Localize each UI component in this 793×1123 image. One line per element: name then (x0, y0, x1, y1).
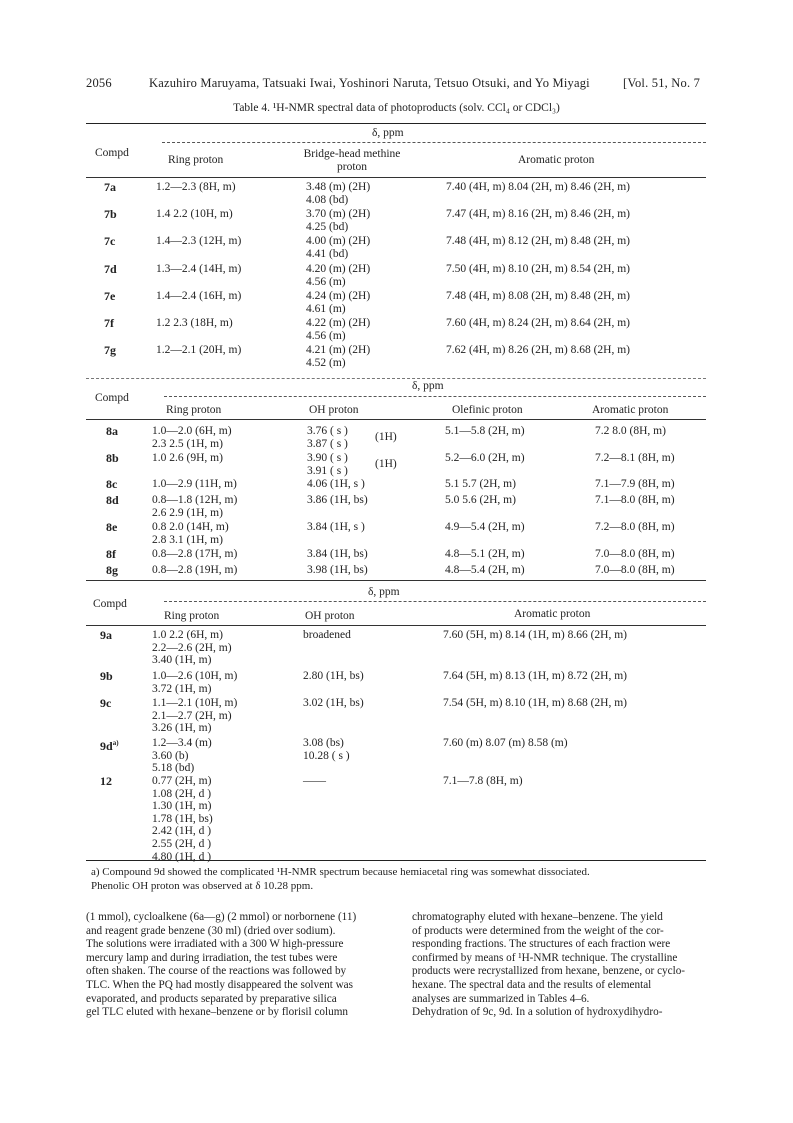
page-number: 2056 (86, 76, 112, 90)
body-line: and reagent grade benzene (30 ml) (dried over sodium). (86, 924, 336, 937)
ring-proton-value: 0.8—2.8 (17H, m) (152, 548, 238, 560)
compound-id: 9b (100, 669, 113, 683)
oh-proton-value: 3.90 ( s ) 3.91 ( s ) (307, 452, 348, 477)
body-line: evaporated, and products separated by preparative silica (86, 992, 337, 1005)
body-line: analyses are summarized in Tables 4–6. (412, 992, 590, 1005)
olefinic-proton-value: 5.1 5.7 (2H, m) (445, 478, 516, 490)
ring-proton-value: 1.4—2.3 (12H, m) (156, 235, 242, 247)
table-top-rule (86, 123, 706, 124)
ring-proton-value: 0.8—1.8 (12H, m) 2.6 2.9 (1H, m) (152, 494, 238, 519)
compound-id: 8e (106, 520, 118, 534)
ring-proton-value: 1.0 2.2 (6H, m) 2.2—2.6 (2H, m) 3.40 (1H, m) (152, 629, 232, 667)
ring-proton-header-3: Ring proton (164, 610, 220, 622)
body-line: products were recrystallized from hexane, benzene, or cyclo- (412, 965, 686, 978)
oh-proton-note: (1H) (375, 431, 397, 443)
ring-proton-value: 1.4 2.2 (10H, m) (156, 208, 233, 220)
body-line: TLC. When the PQ had mostly disappeared the solvent was (86, 978, 353, 991)
bridge-head-value: 4.24 (m) (2H) 4.61 (m) (306, 290, 371, 315)
compound-id: 7g (104, 343, 116, 357)
body-line: hexane. The spectral data and the results of elemental (412, 978, 652, 991)
section2-end-rule (86, 580, 706, 581)
bridge-head-value: 3.48 (m) (2H) 4.08 (bd) (306, 181, 371, 206)
bridge-head-header: Bridge-head methine proton (303, 148, 401, 173)
table-bottom-rule (86, 860, 706, 861)
compd-header: Compd (95, 147, 129, 159)
body-line: chromatography eluted with hexane–benzene. The yield (412, 911, 663, 923)
ring-proton-value: 1.0—2.9 (11H, m) (152, 478, 237, 490)
compound-id: 7f (104, 316, 114, 330)
olefinic-proton-header: Olefinic proton (452, 404, 523, 416)
aromatic-proton-value: 7.2—8.0 (8H, m) (595, 521, 675, 533)
compound-id: 8c (106, 477, 118, 491)
compound-id: 7c (104, 234, 116, 248)
footnote-marker: a) (112, 739, 119, 747)
oh-proton-value: 3.02 (1H, bs) (303, 697, 364, 709)
aromatic-proton-value: 7.2 8.0 (8H, m) (595, 425, 666, 437)
aromatic-proton-value: 7.54 (5H, m) 8.10 (1H, m) 8.68 (2H, m) (443, 697, 627, 709)
ring-proton-header: Ring proton (168, 154, 224, 166)
aromatic-proton-value: 7.0—8.0 (8H, m) (595, 548, 675, 560)
oh-proton-value: 3.84 (1H, s ) (307, 521, 365, 533)
olefinic-proton-value: 5.1—5.8 (2H, m) (445, 425, 525, 437)
olefinic-proton-value: 4.8—5.4 (2H, m) (445, 564, 525, 576)
bridge-head-value: 4.21 (m) (2H) 4.52 (m) (306, 344, 371, 369)
ring-proton-header-2: Ring proton (166, 404, 222, 416)
olefinic-proton-value: 5.0 5.6 (2H, m) (445, 494, 516, 506)
oh-proton-header-3: OH proton (305, 610, 355, 622)
compd-header-3: Compd (93, 598, 127, 610)
ring-proton-value: 0.8—2.8 (19H, m) (152, 564, 238, 576)
aromatic-proton-value: 7.60 (m) 8.07 (m) 8.58 (m) (443, 737, 568, 749)
body-line: confirmed by means of ¹H-NMR technique. The crystalline (412, 951, 678, 964)
ring-proton-value: 1.2—3.4 (m) 3.60 (b) 5.18 (bd) (152, 737, 212, 775)
section3-header-rule (86, 625, 706, 626)
body-line: gel TLC eluted with hexane–benzene or by florisil column (86, 1006, 349, 1019)
oh-proton-value: broadened (303, 629, 351, 641)
aromatic-proton-value: 7.64 (5H, m) 8.13 (1H, m) 8.72 (2H, m) (443, 670, 627, 682)
oh-proton-value: 3.86 (1H, bs) (307, 494, 368, 506)
compound-id: 8g (106, 563, 118, 577)
compd-header-2: Compd (95, 392, 129, 404)
oh-proton-header-2: OH proton (309, 404, 359, 416)
body-line: (1 mmol), cycloalkene (6a—g) (2 mmol) or norbornene (11) (86, 911, 357, 923)
body-right-column (412, 911, 708, 1020)
aromatic-proton-header-2: Aromatic proton (592, 404, 669, 416)
delta-span-rule-3 (164, 601, 706, 602)
aromatic-proton-value: 7.1—8.0 (8H, m) (595, 494, 675, 506)
oh-proton-value: 2.80 (1H, bs) (303, 670, 364, 682)
ring-proton-value: 0.8 2.0 (14H, m) 2.8 3.1 (1H, m) (152, 521, 229, 546)
delta-ppm-label-3: δ, ppm (368, 586, 400, 598)
delta-span-rule (162, 142, 706, 143)
aromatic-proton-value: 7.60 (4H, m) 8.24 (2H, m) 8.64 (2H, m) (446, 317, 630, 329)
body-line: often shaken. The course of the reactions was followed by (86, 965, 347, 978)
volume-info: [Vol. 51, No. 7 (623, 76, 701, 90)
aromatic-proton-header: Aromatic proton (518, 154, 595, 166)
aromatic-proton-value: 7.0—8.0 (8H, m) (595, 564, 675, 576)
aromatic-proton-value: 7.48 (4H, m) 8.12 (2H, m) 8.48 (2H, m) (446, 235, 630, 247)
olefinic-proton-value: 4.8—5.1 (2H, m) (445, 548, 525, 560)
oh-proton-value: 4.06 (1H, s ) (307, 478, 365, 490)
bridge-head-value: 4.22 (m) (2H) 4.56 (m) (306, 317, 371, 342)
oh-proton-value: 3.98 (1H, bs) (307, 564, 368, 576)
aromatic-proton-value: 7.60 (5H, m) 8.14 (1H, m) 8.66 (2H, m) (443, 629, 627, 641)
olefinic-proton-value: 5.2—6.0 (2H, m) (445, 452, 525, 464)
aromatic-proton-value: 7.1—7.9 (8H, m) (595, 478, 675, 490)
compound-id: 9a (100, 628, 112, 642)
aromatic-proton-value: 7.62 (4H, m) 8.26 (2H, m) 8.68 (2H, m) (446, 344, 630, 356)
oh-proton-note: (1H) (375, 458, 397, 470)
body-left-column (86, 911, 388, 1020)
olefinic-proton-value: 4.9—5.4 (2H, m) (445, 521, 525, 533)
compound-id: 12 (100, 774, 112, 788)
ring-proton-value: 0.77 (2H, m) 1.08 (2H, d ) 1.30 (1H, m) 1.78 (1H, bs) 2.42 (1H, d ) 2.55 (2H, d ) 4.80 (1H, d ) (152, 775, 213, 863)
body-line: The solutions were irradiated with a 300 W high-pressure (86, 938, 344, 951)
footnote-line-2: Phenolic OH proton was observed at δ 10.28 ppm. (91, 880, 314, 892)
ring-proton-value: 1.2 2.3 (18H, m) (156, 317, 233, 329)
oh-proton-value: 3.84 (1H, bs) (307, 548, 368, 560)
compound-id: 7b (104, 207, 117, 221)
aromatic-proton-value: 7.48 (4H, m) 8.08 (2H, m) 8.48 (2H, m) (446, 290, 630, 302)
section1-header-rule (86, 177, 706, 178)
ring-proton-value: 1.4—2.4 (16H, m) (156, 290, 242, 302)
footnote-line-1: a) Compound 9d showed the complicated ¹H-NMR spectrum because hemiacetal ring was somewhat dissociated. (91, 866, 590, 878)
compound-id: 7a (104, 180, 116, 194)
oh-proton-value: 3.76 ( s ) 3.87 ( s ) (307, 425, 348, 450)
body-line: mercury lamp and during irradiation, the test tubes were (86, 951, 338, 964)
compound-id: 7e (104, 289, 116, 303)
body-line: of products were determined from the weight of the cor- (412, 924, 664, 937)
compound-id: 8a (106, 424, 118, 438)
ring-proton-value: 1.2—2.3 (8H, m) (156, 181, 236, 193)
compound-id: 7d (104, 262, 117, 276)
aromatic-proton-value: 7.50 (4H, m) 8.10 (2H, m) 8.54 (2H, m) (446, 263, 630, 275)
running-authors: Kazuhiro Maruyama, Tatsuaki Iwai, Yoshinori Naruta, Tetsuo Otsuki, and Yo Miyagi (149, 76, 590, 90)
section2-header-rule (86, 419, 706, 420)
table-caption: Table 4. ¹H-NMR spectral data of photoproducts (solv. CCl₄ or CDCl₃) (233, 102, 560, 114)
aromatic-proton-header-3: Aromatic proton (514, 608, 591, 620)
aromatic-proton-value: 7.2—8.1 (8H, m) (595, 452, 675, 464)
compound-id: 8b (106, 451, 119, 465)
ring-proton-value: 1.0—2.6 (10H, m) 3.72 (1H, m) (152, 670, 238, 695)
oh-proton-value: —— (303, 775, 326, 787)
ring-proton-value: 1.0—2.0 (6H, m) 2.3 2.5 (1H, m) (152, 425, 232, 450)
ring-proton-value: 1.3—2.4 (14H, m) (156, 263, 242, 275)
bridge-head-value: 4.20 (m) (2H) 4.56 (m) (306, 263, 371, 288)
ring-proton-value: 1.1—2.1 (10H, m) 2.1—2.7 (2H, m) 3.26 (1H, m) (152, 697, 238, 735)
delta-span-rule-2 (164, 396, 706, 397)
section1-end-rule (86, 378, 706, 379)
compound-id: 8f (106, 547, 116, 561)
bridge-head-value: 4.00 (m) (2H) 4.41 (bd) (306, 235, 371, 260)
compound-id: 9c (100, 696, 112, 710)
body-line: Dehydration of 9c, 9d. In a solution of hydroxydihydro- (412, 1006, 663, 1019)
compound-id: $9d^{a)}$ (100, 739, 119, 753)
compound-id: 8d (106, 493, 119, 507)
aromatic-proton-value: 7.47 (4H, m) 8.16 (2H, m) 8.46 (2H, m) (446, 208, 630, 220)
body-line: responding fractions. The structures of each fraction were (412, 938, 671, 951)
bridge-head-value: 3.70 (m) (2H) 4.25 (bd) (306, 208, 371, 233)
ring-proton-value: 1.2—2.1 (20H, m) (156, 344, 242, 356)
oh-proton-value: 3.08 (bs) 10.28 ( s ) (303, 737, 350, 762)
aromatic-proton-value: 7.1—7.8 (8H, m) (443, 775, 523, 787)
delta-ppm-label-2: δ, ppm (412, 380, 444, 392)
ring-proton-value: 1.0 2.6 (9H, m) (152, 452, 223, 464)
delta-ppm-label: δ, ppm (372, 127, 404, 139)
aromatic-proton-value: 7.40 (4H, m) 8.04 (2H, m) 8.46 (2H, m) (446, 181, 630, 193)
